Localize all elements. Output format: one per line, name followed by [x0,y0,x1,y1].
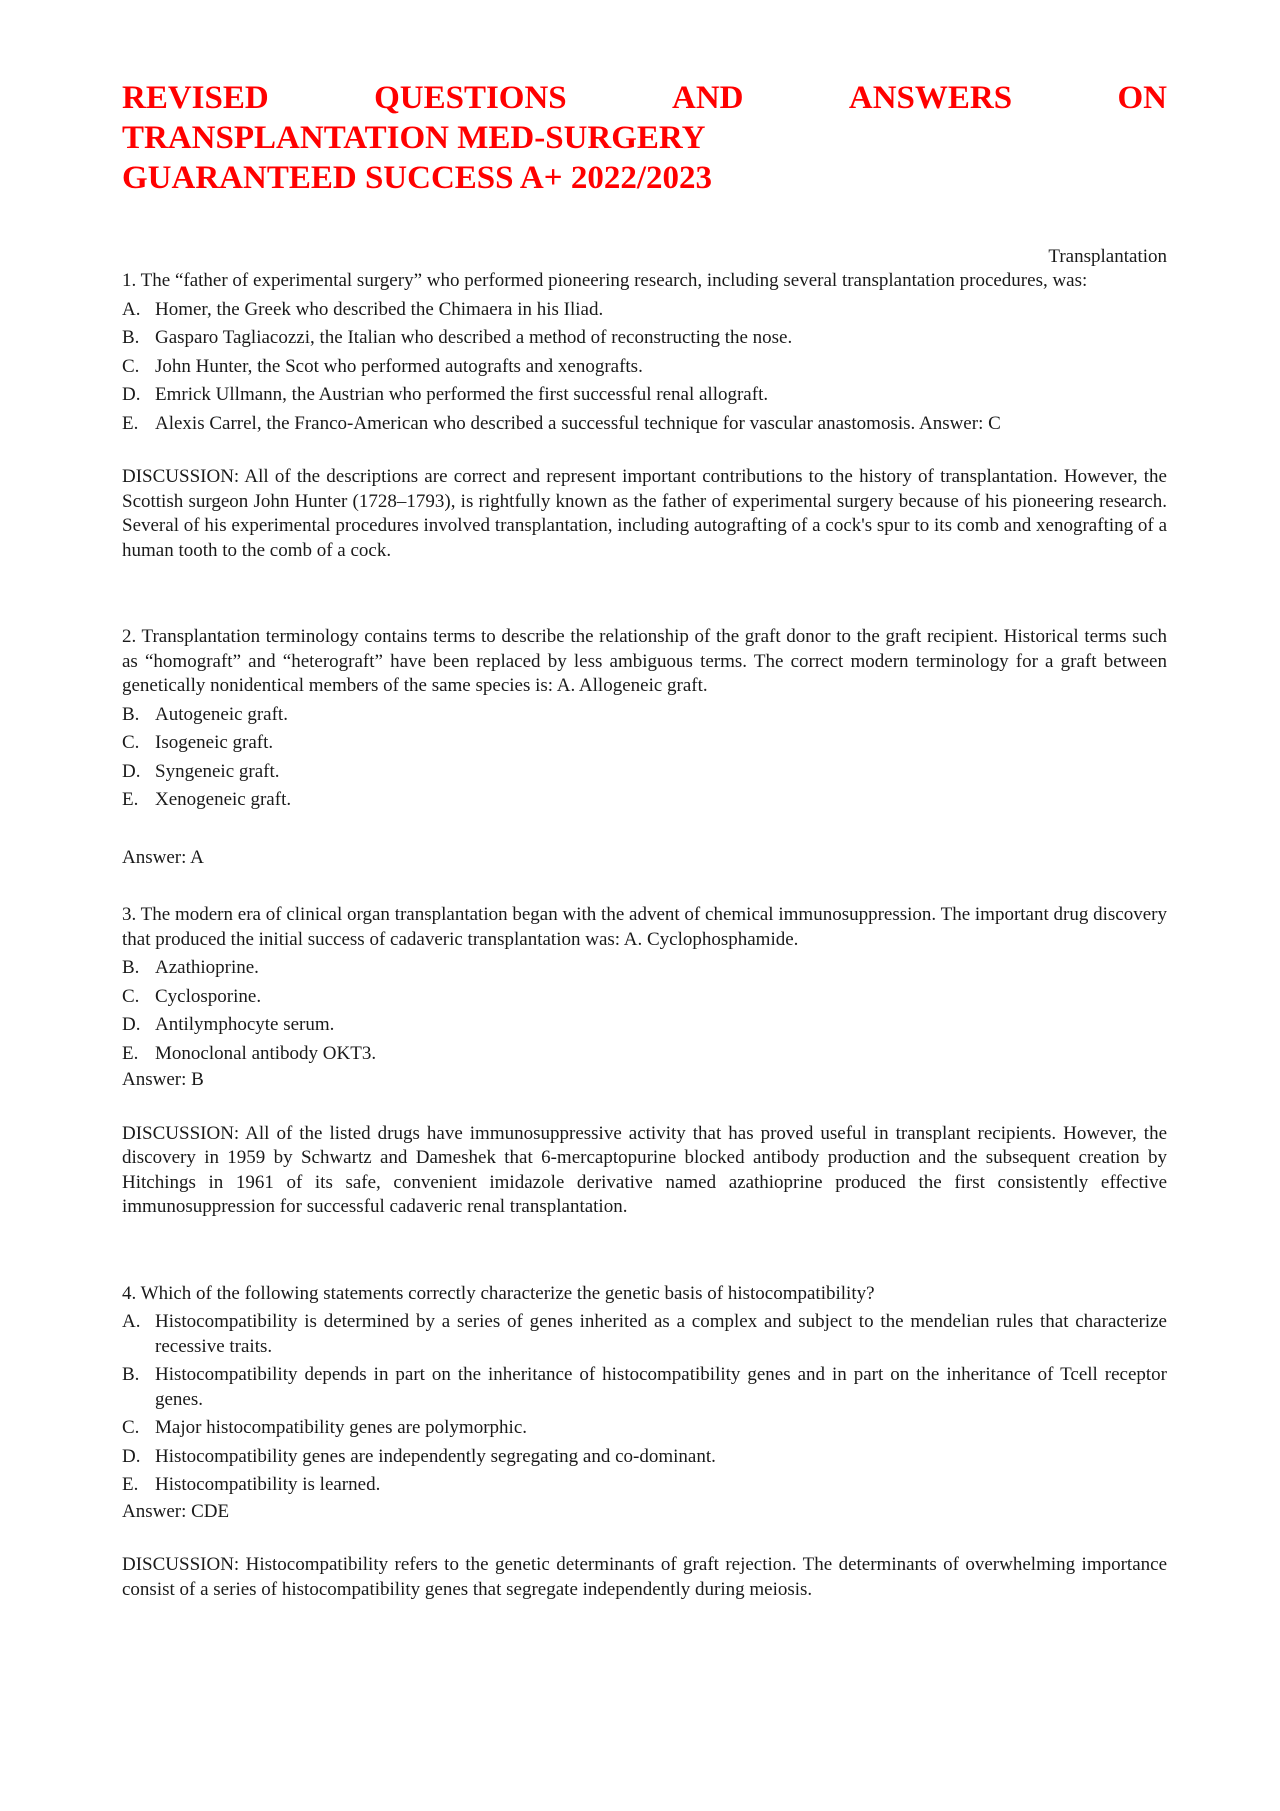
title-word: QUESTIONS [374,80,567,116]
option-item [122,412,1167,437]
option-letter: A. [122,298,141,320]
option-list [122,298,1167,437]
title-line-1 [122,78,1167,118]
answer-line: Answer: A [122,846,204,868]
option-item [122,355,1167,380]
title-line-3: GUARANTEED SUCCESS A+ 2022/2023 [122,160,712,196]
option-letter: C. [122,1417,140,1438]
question-stem: 3. The modern era of clinical organ transplantation began with the advent of chemical immunosuppression. The important drug discovery that produced the initial success of cadaveric transplantation was: A. Cyclophosphamide. [122,904,1167,950]
option-text: John Hunter, the Scot who performed autografts and xenografts. [155,355,643,377]
option-item [122,326,1167,351]
question-block [122,903,1167,1220]
option-letter: A. [122,1311,141,1332]
discussion-paragraph: DISCUSSION: All of the descriptions are correct and represent important contributions to the history of transplantation. However, the Scottish surgeon John Hunter (1728–1793), is rightfully known as the father of experimental surgery because of his pioneering research. Several of his experimental procedures involved transplantation, including autografting of a cock's spur to its comb and xenografting of a human tooth to the comb of a cock. [122,466,1167,561]
option-letter: B. [122,957,140,978]
option-letter: C. [122,732,140,753]
option-text: Syngeneic graft. [155,760,280,782]
option-text: Homer, the Greek who described the Chimaera in his Iliad. [155,298,604,320]
title-word: ON [1117,80,1167,116]
question-stem: 4. Which of the following statements correctly characterize the genetic basis of histocompatibility? [122,1282,875,1304]
option-letter: B. [122,327,140,348]
question-block [122,1282,1167,1603]
option-text: Antilymphocyte serum. [155,1014,335,1035]
option-item [122,1013,1167,1038]
option-item [122,760,1167,785]
option-item [122,956,1167,981]
discussion-paragraph: DISCUSSION: All of the listed drugs have immunosuppressive activity that has proved useful in transplant recipients. However, the discovery in 1959 by Schwartz and Dameshek that 6-mercaptopurine blocked antibody production and the subsequent creation by Hitchings in 1961 of its safe, convenient imidazole derivative named azathioprine produced the first consistently effective immunosuppression for successful cadaveric renal transplantation. [122,1122,1167,1217]
option-letter: E. [122,1042,139,1064]
section-label: Transplantation [1048,246,1167,267]
option-item [122,731,1167,756]
option-text: Autogeneic graft. [155,703,288,725]
answer-line: Answer: CDE [122,1500,230,1522]
option-letter: D. [122,760,141,782]
question-block [122,269,1167,563]
option-item [122,703,1167,728]
option-text: Major histocompatibility genes are polymorphic. [155,1417,528,1438]
option-text: Histocompatibility is determined by a series of genes inherited as a complex and subject to the mendelian rules that characterize recessive traits. [155,1311,1167,1357]
option-list [122,956,1167,1066]
option-text: Monoclonal antibody OKT3. [155,1042,377,1064]
option-letter: D. [122,1014,141,1035]
option-text: Histocompatibility genes are independently segregating and co-dominant. [155,1445,716,1467]
title-word: REVISED [122,80,269,116]
title-word: AND [672,80,744,116]
option-letter: B. [122,1364,140,1385]
option-text: Histocompatibility depends in part on the inheritance of histocompatibility genes and in part on the inheritance of Tcell receptor genes. [155,1364,1167,1410]
option-item [122,1042,1167,1067]
option-text: Xenogeneic graft. [155,789,292,810]
document-title [122,78,1167,198]
option-list [122,1310,1167,1498]
option-item [122,788,1167,813]
option-list [122,703,1167,813]
option-text: Emrick Ullmann, the Austrian who performed the first successful renal allograft. [155,384,769,405]
option-text: Isogeneic graft. [155,732,274,753]
option-item [122,1416,1167,1441]
option-item [122,1310,1167,1359]
option-item [122,985,1167,1010]
option-text: Cyclosporine. [155,985,262,1007]
question-stem: 1. The “father of experimental surgery” who performed pioneering research, including several transplantation procedures, was: [122,270,1088,291]
question-block [122,625,1167,870]
option-text: Histocompatibility is learned. [155,1474,381,1495]
option-letter: D. [122,1445,141,1467]
title-line-2: TRANSPLANTATION MED-SURGERY [122,120,706,156]
option-text: Alexis Carrel, the Franco-American who described a successful technique for vascular anastomosis. Answer: C [155,412,1001,434]
option-letter: C. [122,985,140,1007]
option-item [122,298,1167,323]
option-letter: E. [122,1474,139,1495]
option-letter: B. [122,703,140,725]
document-page [122,78,1167,1602]
question-stem: 2. Transplantation terminology contains terms to describe the relationship of the graft donor to the graft recipient. Historical terms such as “homograft” and “heterograft” have been replaced by less ambiguous terms. The correct modern terminology for a graft between genetically nonidentical members of the same species is: A. Allogeneic graft. [122,626,1167,696]
title-word: ANSWERS [848,80,1013,116]
option-item [122,1473,1167,1498]
option-text: Gasparo Tagliacozzi, the Italian who described a method of reconstructing the nose. [155,327,793,348]
option-text: Azathioprine. [155,957,259,978]
option-item [122,1445,1167,1470]
option-letter: E. [122,412,139,434]
option-item [122,1363,1167,1412]
option-letter: D. [122,384,141,405]
option-item [122,383,1167,408]
option-letter: E. [122,789,139,810]
answer-line: Answer: B [122,1069,204,1090]
discussion-paragraph: DISCUSSION: Histocompatibility refers to the genetic determinants of graft rejection. The determinants of overwhelming importance consist of a series of histocompatibility genes that segregate independently during meiosis. [122,1554,1167,1600]
option-letter: C. [122,355,140,377]
